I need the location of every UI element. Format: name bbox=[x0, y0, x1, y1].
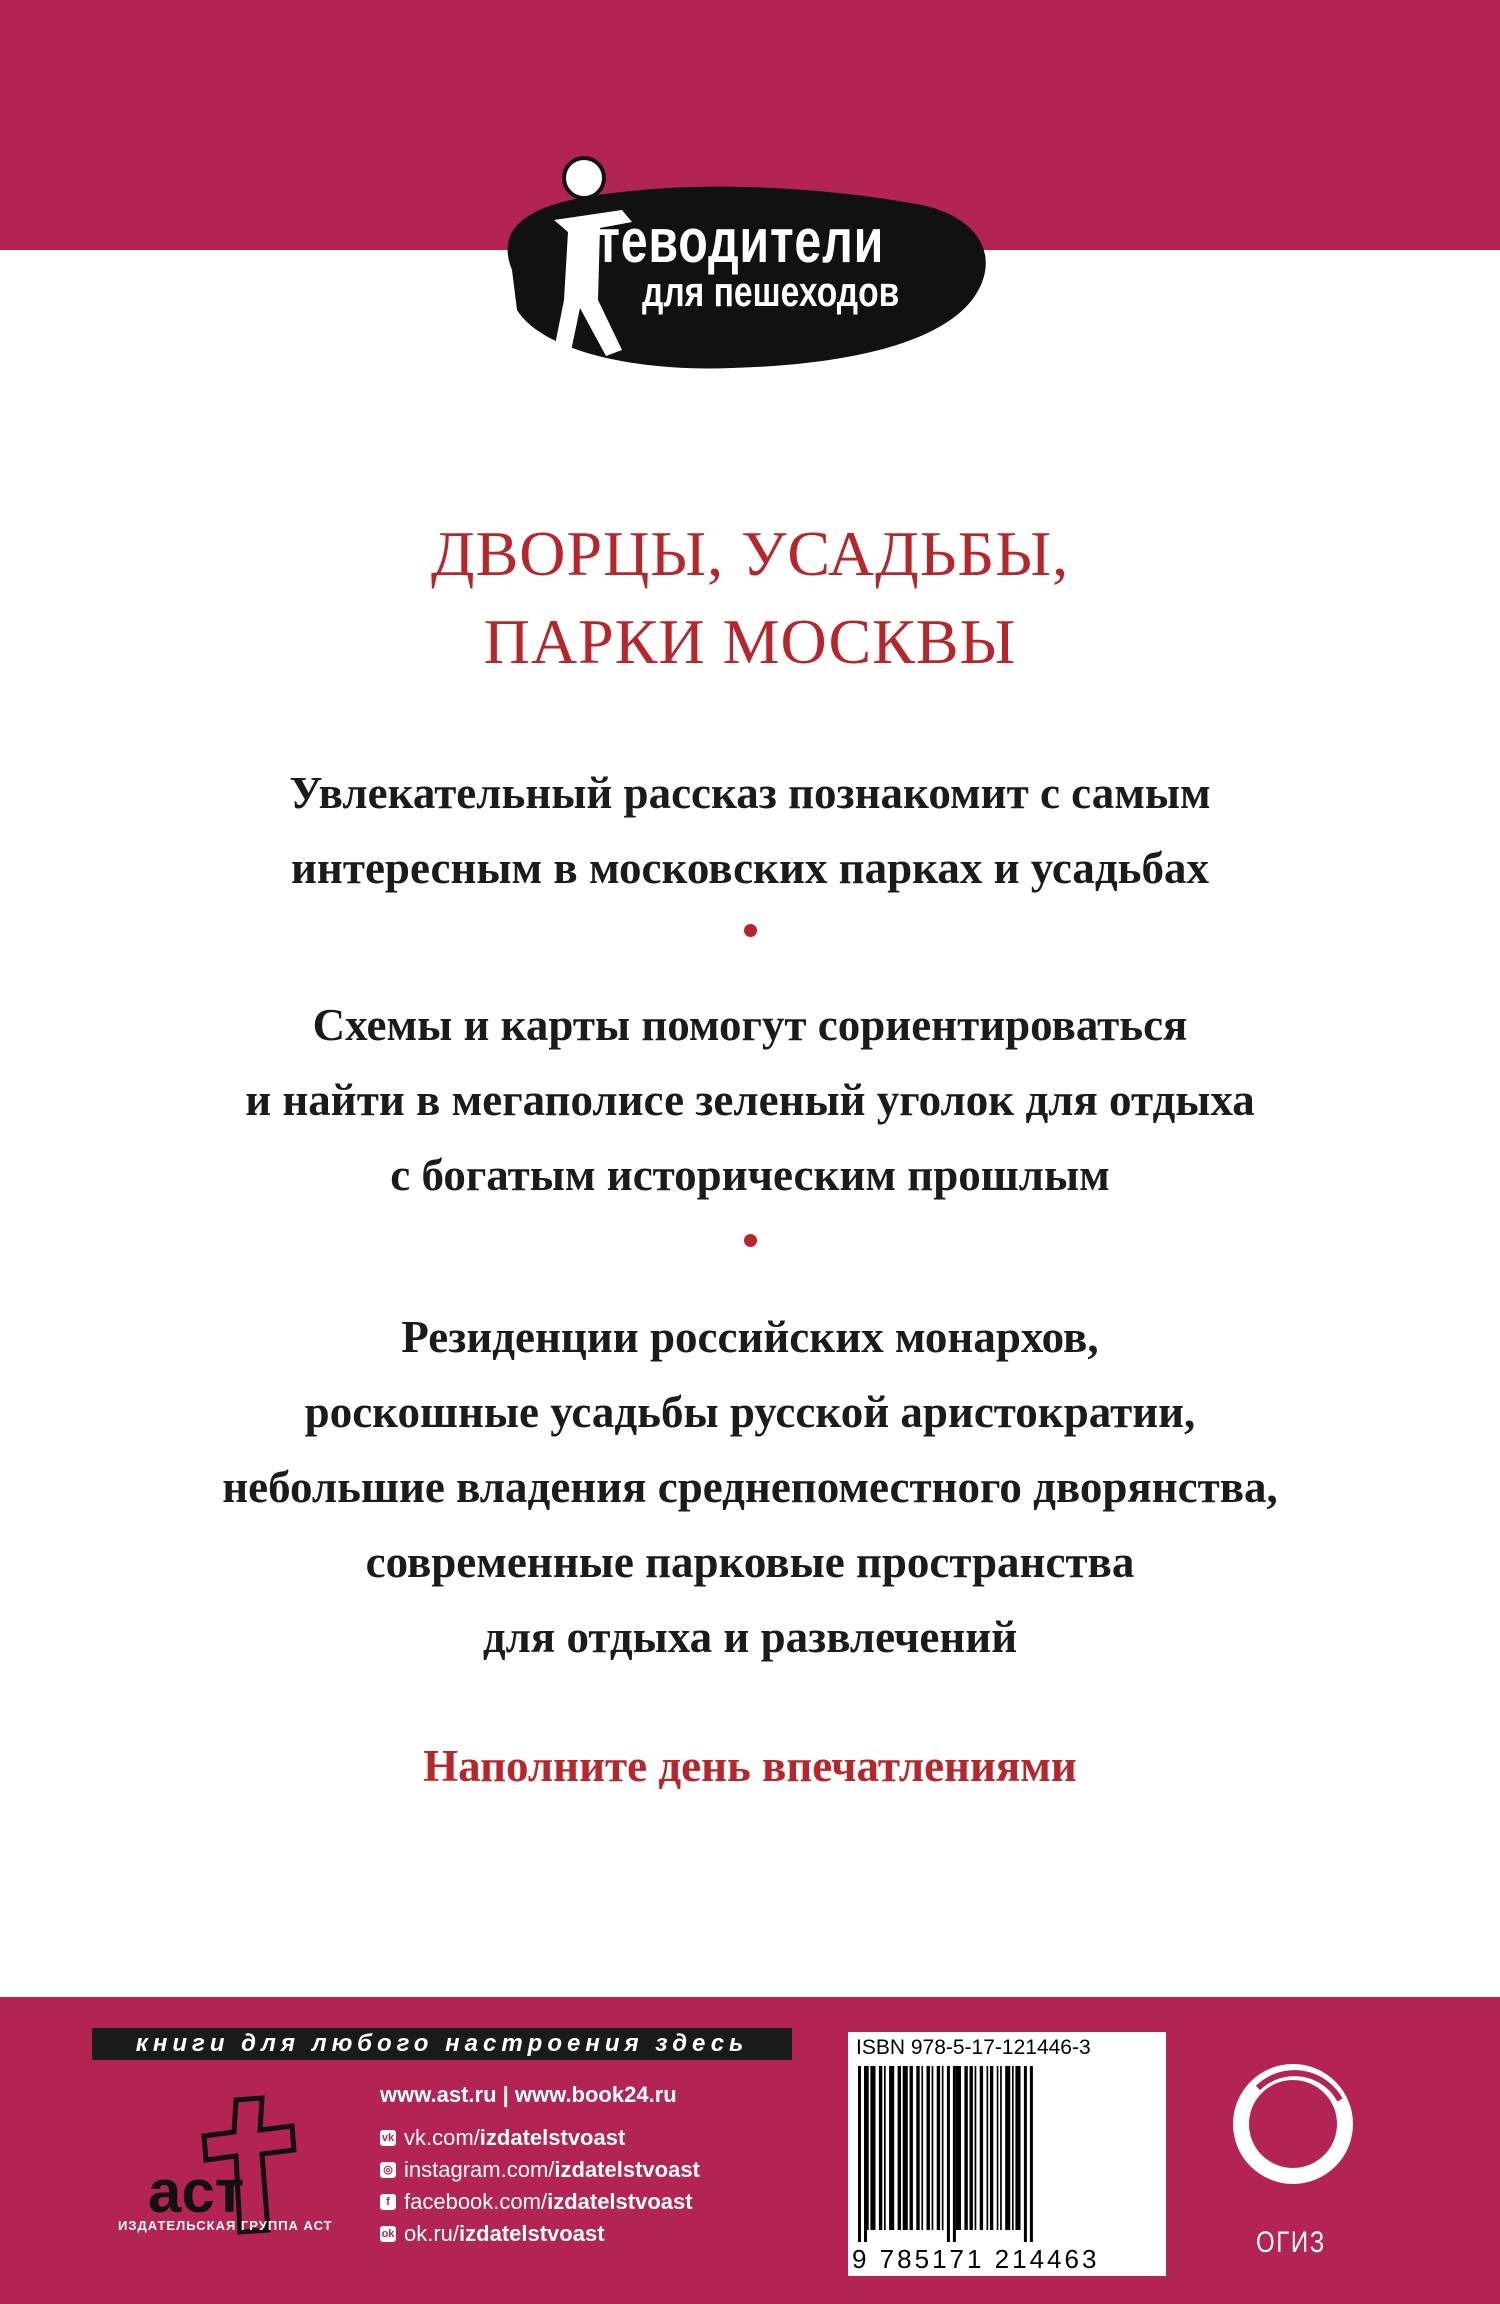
barcode-bar bbox=[997, 2066, 999, 2230]
social-link-odnoklassniki[interactable] bbox=[380, 2218, 700, 2250]
barcode-bar bbox=[898, 2066, 901, 2230]
paragraph-line: роскошные усадьбы русской аристократии, bbox=[304, 1387, 1196, 1437]
barcode-bar bbox=[889, 2066, 894, 2230]
barcode-bar bbox=[980, 2066, 983, 2230]
barcode bbox=[854, 2066, 1160, 2242]
barcode-bar bbox=[956, 2066, 961, 2230]
paragraph-line: и найти в мегаполисе зеленый уголок для отдыха bbox=[245, 1075, 1255, 1125]
barcode-bar bbox=[1005, 2066, 1010, 2230]
description-paragraph-3 bbox=[0, 1300, 1500, 1675]
series-name-line2: для пешеходов bbox=[642, 268, 900, 315]
barcode-bar bbox=[942, 2066, 944, 2230]
book-title-line1: ДВОРЦЫ, УСАДЬБЫ, bbox=[430, 518, 1070, 589]
social-handle: izdatelstvoast bbox=[459, 2221, 605, 2246]
description-paragraph-2 bbox=[0, 988, 1500, 1213]
barcode-bar bbox=[903, 2066, 908, 2230]
barcode-bar bbox=[1000, 2066, 1002, 2230]
publisher-name: ИЗДАТЕЛЬСКАЯ ГРУППА АСТ bbox=[118, 2218, 333, 2233]
paragraph-line: Увлекательный рассказ познакомит с самым bbox=[289, 768, 1211, 818]
barcode-bar bbox=[975, 2066, 977, 2230]
description-paragraph-1 bbox=[0, 756, 1500, 906]
barcode-bar bbox=[921, 2066, 923, 2230]
social-link-instagram[interactable] bbox=[380, 2154, 700, 2186]
separator-dot bbox=[744, 1234, 757, 1247]
barcode-bar bbox=[990, 2066, 993, 2230]
slogan-bar: книги для любого настроения здесь bbox=[92, 2028, 792, 2060]
barcode-bar bbox=[970, 2066, 973, 2230]
ogiz-logo bbox=[1228, 2048, 1358, 2248]
barcode-bar bbox=[879, 2066, 882, 2230]
ast-logo-text: аст bbox=[148, 2158, 245, 2225]
paragraph-line: с богатым историческим прошлым bbox=[390, 1150, 1110, 1200]
social-prefix: vk.com/ bbox=[404, 2125, 480, 2150]
book-title-line2: ПАРКИ МОСКВЫ bbox=[483, 606, 1017, 677]
barcode-bar bbox=[964, 2066, 967, 2230]
instagram-icon: ◎ bbox=[380, 2162, 396, 2178]
book-title bbox=[0, 510, 1500, 686]
paragraph-line: интересным в московских парках и усадьбах bbox=[291, 843, 1209, 893]
barcode-bar bbox=[937, 2066, 940, 2230]
paragraph-line: небольшие владения среднепоместного дворянства, bbox=[222, 1462, 1278, 1512]
social-link-vk[interactable] bbox=[380, 2122, 700, 2154]
barcode-box bbox=[848, 2032, 1166, 2276]
social-prefix: ok.ru/ bbox=[404, 2221, 460, 2246]
barcode-bar bbox=[1012, 2066, 1014, 2230]
barcode-bar bbox=[867, 2066, 869, 2230]
barcode-digits: 9 785171 214463 bbox=[852, 2244, 1100, 2274]
social-prefix: instagram.com/ bbox=[404, 2157, 555, 2182]
series-logo bbox=[482, 150, 998, 380]
paragraph-line: Резиденции российских монархов, bbox=[401, 1312, 1099, 1362]
barcode-bar bbox=[870, 2066, 875, 2230]
barcode-bar bbox=[884, 2066, 886, 2230]
vk-icon: vk bbox=[381, 2132, 395, 2144]
tagline: Наполните день впечатлениями bbox=[423, 1741, 1077, 1791]
isbn-text: ISBN 978-5-17-121446-3 bbox=[856, 2036, 1091, 2059]
barcode-bar bbox=[910, 2066, 913, 2230]
paragraph-line: современные парковые пространства bbox=[365, 1537, 1135, 1587]
barcode-bar bbox=[932, 2066, 934, 2230]
social-handle: izdatelstvoast bbox=[547, 2189, 693, 2214]
barcode-bar bbox=[916, 2066, 919, 2230]
social-handle: izdatelstvoast bbox=[554, 2157, 700, 2182]
separator-dot bbox=[744, 924, 757, 937]
barcode-bar bbox=[858, 2066, 861, 2242]
facebook-icon: f bbox=[380, 2194, 396, 2210]
barcode-bar bbox=[947, 2066, 950, 2242]
paragraph-line: для отдыха и развлечений bbox=[482, 1612, 1018, 1662]
social-handle: izdatelstvoast bbox=[479, 2125, 626, 2150]
barcode-bar bbox=[864, 2066, 867, 2242]
social-link-facebook[interactable] bbox=[380, 2186, 700, 2218]
barcode-bar bbox=[1015, 2066, 1020, 2230]
barcode-bar bbox=[987, 2066, 989, 2230]
barcode-bar bbox=[1024, 2066, 1027, 2242]
websites[interactable]: www.ast.ru | www.book24.ru bbox=[380, 2082, 677, 2107]
paragraph-line: Схемы и карты помогут сориентироваться bbox=[312, 1000, 1188, 1050]
odnoklassniki-icon: ok bbox=[381, 2228, 395, 2240]
social-links bbox=[380, 2122, 700, 2250]
barcode-bar bbox=[1030, 2066, 1033, 2242]
barcode-bar bbox=[953, 2066, 956, 2242]
barcode-bar bbox=[927, 2066, 930, 2230]
ogiz-imprint: ОГИЗ bbox=[1256, 2226, 1326, 2259]
series-name-line1: утеводители bbox=[568, 207, 885, 276]
social-prefix: facebook.com/ bbox=[404, 2189, 548, 2214]
